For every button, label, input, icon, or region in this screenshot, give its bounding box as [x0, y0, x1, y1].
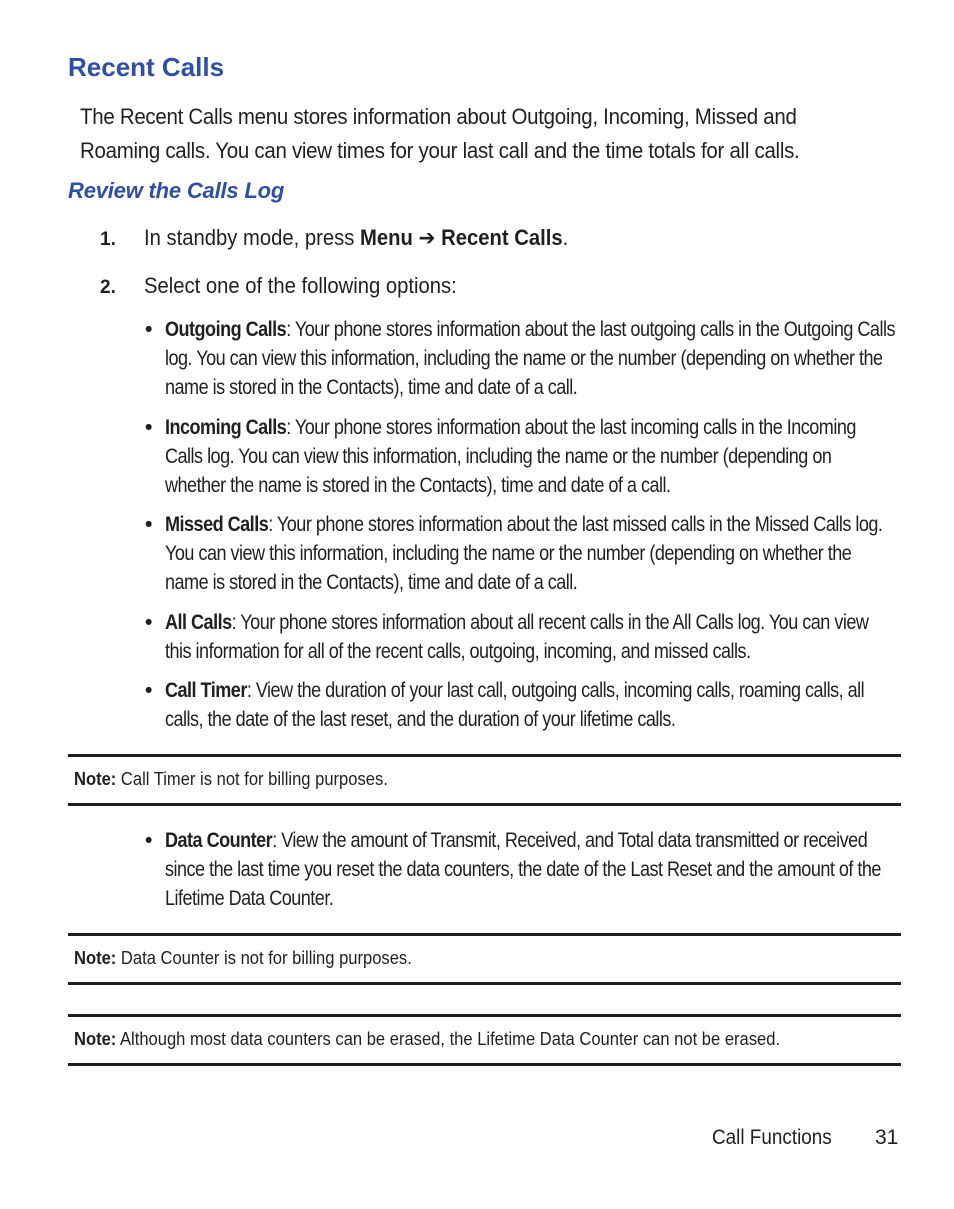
step-text-suffix: .: [562, 225, 569, 250]
bullet-data-counter: [145, 826, 935, 913]
step-2: [100, 271, 484, 303]
bullet-marker: •: [145, 318, 152, 341]
bullet-missed-calls: [145, 510, 935, 597]
bullet-marker: •: [145, 679, 152, 702]
bullet-body: [165, 676, 896, 734]
bullet-body: [165, 826, 896, 913]
bullet-desc: : Your phone stores information about the last missed calls in the Missed Calls log. You can view this information, including the name or the number (depending on whether the name is stored in the Contacts), time and date of a call.: [165, 513, 883, 594]
arrow-icon: ➔: [418, 225, 436, 250]
recent-calls-term: Recent Calls: [441, 225, 563, 250]
bullet-desc: : Your phone stores information about the last incoming calls in the Incoming Calls log. You can view this information, including the name or the number (depending on whether the name is stored in the Contacts), time and date of a call.: [165, 416, 856, 497]
bullet-incoming-calls: [145, 413, 935, 500]
note-rule-top: [68, 1014, 901, 1017]
step-text: [144, 223, 568, 253]
note-label: Note:: [74, 1029, 117, 1049]
step-number: 2.: [100, 277, 116, 298]
bullet-term: Outgoing Calls: [165, 318, 287, 341]
note-text: Data Counter is not for billing purposes.: [116, 948, 412, 968]
note-text: Although most data counters can be erased, the Lifetime Data Counter can not be erased.: [116, 1029, 781, 1049]
menu-term: Menu: [360, 225, 413, 250]
step-text: Select one of the following options:: [144, 273, 457, 298]
bullet-call-timer: [145, 676, 935, 734]
note-data-counter: [74, 947, 412, 969]
note-rule-bottom: [68, 803, 901, 806]
bullet-body: [165, 315, 896, 402]
bullet-term: All Calls: [165, 611, 232, 634]
step-text-prefix: In standby mode, press: [144, 225, 361, 250]
note-label: Note:: [74, 948, 117, 968]
bullet-desc: : View the amount of Transmit, Received, and Total data transmitted or received since the last time you reset the data counters, the date of the Last Reset and the amount of the Lifetime Data Counter.: [165, 829, 881, 910]
page-title: Recent Calls: [68, 52, 225, 82]
bullet-marker: •: [145, 513, 152, 536]
note-text: Call Timer is not for billing purposes.: [116, 769, 388, 789]
step-1: [100, 223, 605, 255]
step-number: 1.: [100, 229, 116, 250]
note-rule-top: [68, 754, 901, 757]
note-rule-bottom: [68, 982, 901, 985]
bullet-desc: : View the duration of your last call, outgoing calls, incoming calls, roaming calls, all calls, the date of the last reset, and the duration of your lifetime calls.: [165, 679, 865, 731]
bullet-body: [165, 510, 896, 597]
page-number: 31: [875, 1126, 899, 1149]
bullet-term: Call Timer: [165, 679, 247, 702]
bullet-desc: : Your phone stores information about the last outgoing calls in the Outgoing Calls log. You can view this information, including the name or the number (depending on whether the name is stored in the Contacts), time and date of a call.: [165, 318, 895, 399]
bullet-outgoing-calls: [145, 315, 935, 402]
section-subheading: Review the Calls Log: [68, 178, 285, 203]
note-call-timer: [74, 768, 388, 790]
note-lifetime-counter: [74, 1028, 780, 1050]
intro-paragraph: The Recent Calls menu stores information about Outgoing, Incoming, Missed and Roaming calls. You can view times for your last call and the time totals for all calls.: [80, 104, 800, 163]
note-rule-top: [68, 933, 901, 936]
bullet-term: Data Counter: [165, 829, 273, 852]
bullet-term: Incoming Calls: [165, 416, 287, 439]
bullet-desc: : Your phone stores information about all recent calls in the All Calls log. You can view this information for all of the recent calls, outgoing, incoming, and missed calls.: [165, 611, 869, 663]
note-rule-bottom: [68, 1063, 901, 1066]
bullet-term: Missed Calls: [165, 513, 269, 536]
bullet-marker: •: [145, 611, 152, 634]
bullet-body: [165, 413, 896, 500]
bullet-marker: •: [145, 829, 152, 852]
note-label: Note:: [74, 769, 117, 789]
footer-section-title: Call Functions: [712, 1126, 832, 1149]
bullet-body: [165, 608, 896, 666]
bullet-all-calls: [145, 608, 935, 666]
bullet-marker: •: [145, 416, 152, 439]
